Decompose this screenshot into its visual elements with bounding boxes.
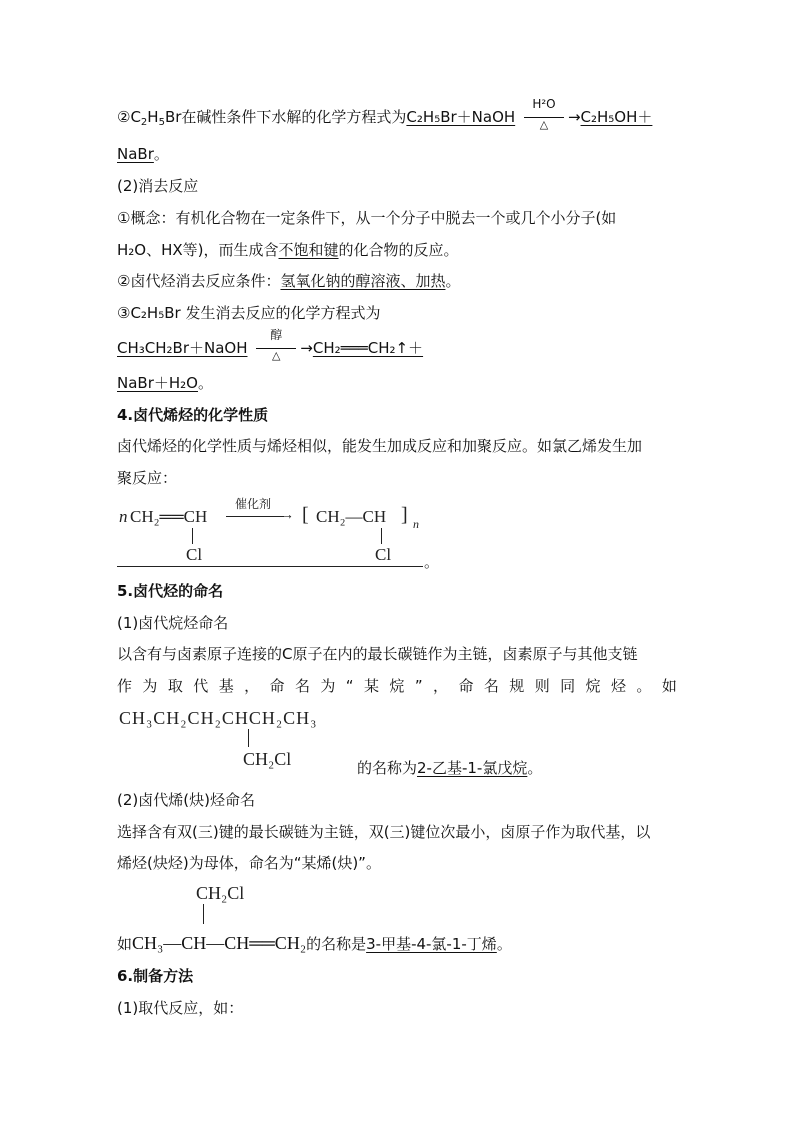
section4-heading: 4.卤代烯烃的化学性质 bbox=[117, 406, 269, 424]
bond-line bbox=[203, 904, 204, 924]
vinyl-chloride: CH₂══CH bbox=[130, 507, 208, 526]
reaction-arrow bbox=[226, 516, 284, 517]
hydrolysis-cont: NaBr。 bbox=[117, 145, 169, 163]
alkene-name: 3-甲基-4-氯-1-丁烯 bbox=[366, 935, 497, 953]
section5-line3: 选择含有双(三)键的最长碳链为主链，双(三)键位次最小，卤原子作为取代基，以 bbox=[117, 823, 651, 841]
condition-alcohol-label: 醇 bbox=[270, 328, 283, 342]
bracket-close: ] bbox=[401, 504, 408, 526]
haloalkane-name-line: 的名称为2-乙基-1-氯戊烷。 bbox=[357, 759, 543, 777]
condition-water-label: H²O bbox=[532, 97, 556, 111]
poly-cl-1: Cl bbox=[186, 545, 203, 564]
arrow-icon: → bbox=[567, 108, 581, 126]
unsaturated-bond-term: 不饱和键 bbox=[278, 241, 339, 259]
hydrolysis-line bbox=[117, 97, 653, 131]
hydrolysis-eq-right: C₂H₅OH＋ bbox=[580, 108, 653, 126]
elimination-equation bbox=[117, 328, 424, 362]
bond-line bbox=[192, 528, 193, 544]
section4-line2: 聚反应： bbox=[117, 469, 178, 487]
haloalkane-name: 2-乙基-1-氯戊烷 bbox=[417, 759, 528, 777]
poly-n: n bbox=[119, 507, 128, 526]
poly-end: 。 bbox=[424, 553, 440, 571]
answer-underline bbox=[117, 566, 423, 567]
section5-line4: 烯烃(炔烃)为母体，命名为“某烯(炔)”。 bbox=[117, 854, 381, 872]
hydrolysis-text: $②C_2H_5Br$在碱性条件下水解的化学方程式为 bbox=[117, 108, 407, 128]
section5-line2: 作 为 取 代 基 ， 命 名 为 “ 某 烷 ” ， 命 名 规 则 同 烷 烃 。 如 bbox=[117, 677, 677, 695]
section6-sub1: (1)取代反应，如： bbox=[117, 999, 244, 1017]
concept-line2: H₂O、HX等)，而生成含不饱和键的化合物的反应。 bbox=[117, 241, 459, 259]
bracket-n: n bbox=[413, 517, 419, 531]
section4-line1: 卤代烯烃的化学性质与烯烃相似，能发生加成反应和加聚反应。如氯乙烯发生加 bbox=[117, 437, 643, 455]
elimination-conditions: ②卤代烃消去反应条件：氢氧化钠的醇溶液、加热。 bbox=[117, 272, 461, 290]
elimination-condition-answer: 氢氧化钠的醇溶液、加热 bbox=[280, 272, 446, 290]
elimination-cont: NaBr＋H₂O。 bbox=[117, 374, 213, 392]
concept-line1: ①概念：有机化合物在一定条件下，从一个分子中脱去一个或几个小分子(如 bbox=[117, 209, 617, 227]
catalyst-label: 催化剂 bbox=[235, 497, 272, 511]
bond-line bbox=[248, 729, 249, 747]
elimination-intro: ③C₂H₅Br 发生消去反应的化学方程式为 bbox=[117, 304, 381, 322]
section5-heading: 5.卤代烃的命名 bbox=[117, 582, 224, 600]
arrow-icon: → bbox=[280, 508, 294, 523]
bond-line bbox=[381, 528, 382, 544]
bracket-open: [ bbox=[302, 504, 309, 526]
section-elimination-heading: (2)消去反应 bbox=[117, 177, 199, 195]
elim-eq-left: CH₃CH₂Br＋NaOH bbox=[117, 339, 248, 357]
elim-eq-right: CH₂═══CH₂↑＋ bbox=[312, 339, 424, 357]
alkene-chain: CH₃—CH—CH══CH₂ bbox=[132, 933, 307, 953]
reaction-condition-alcohol bbox=[254, 328, 298, 362]
alkene-example-line: 如CH₃—CH—CH══CH₂的名称是3-甲基-4-氯-1-丁烯。 bbox=[117, 933, 512, 953]
section5-line1: 以含有与卤素原子连接的C原子在内的最长碳链作为主链，卤素原子与其他支链 bbox=[117, 645, 638, 663]
heat-symbol: △ bbox=[539, 118, 549, 131]
section5-sub2: (2)卤代烯(炔)烃命名 bbox=[117, 791, 255, 809]
haloalkane-branch: CH₂Cl bbox=[243, 749, 292, 769]
haloalkane-chain: CH₃CH₂CH₂CHCH₂CH₃ bbox=[119, 708, 318, 728]
section5-sub1: (1)卤代烷烃命名 bbox=[117, 614, 229, 632]
heat-symbol: △ bbox=[272, 349, 281, 362]
poly-cl-2: Cl bbox=[375, 545, 392, 564]
reaction-condition-water bbox=[522, 97, 566, 131]
polyvinyl-chloride: CH₂—CH bbox=[316, 507, 387, 526]
hydrolysis-eq-left: C₂H₅Br＋NaOH bbox=[406, 108, 516, 126]
section6-heading: 6.制备方法 bbox=[117, 967, 194, 985]
arrow-icon: → bbox=[300, 339, 313, 357]
alkene-branch: CH₂Cl bbox=[196, 883, 245, 903]
